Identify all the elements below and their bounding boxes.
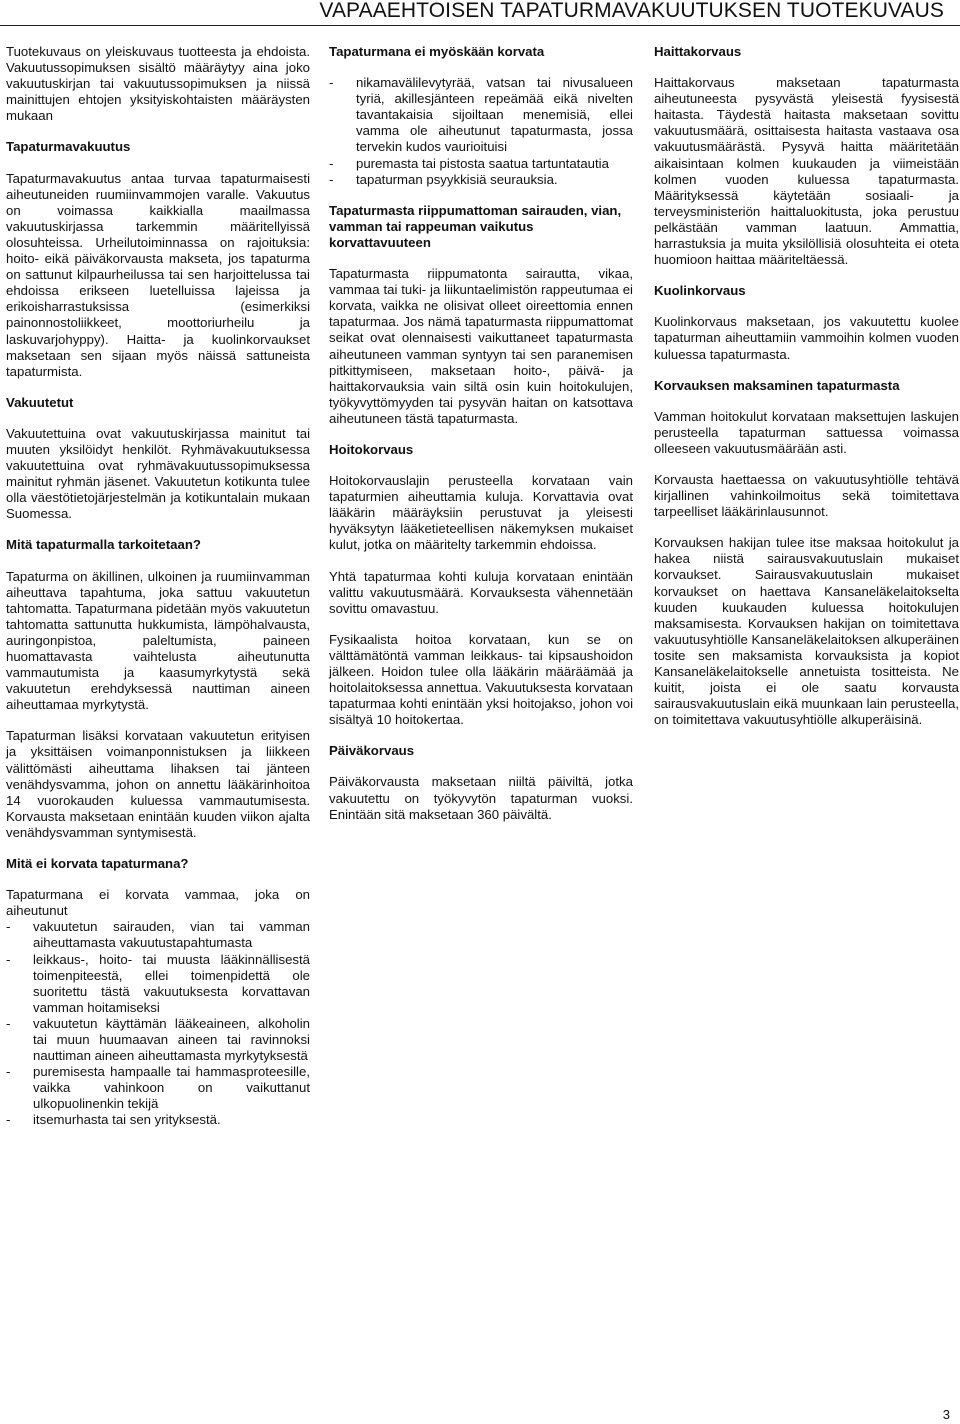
- paragraph-hoitokorvaus-2: Yhtä tapaturmaa kohti kuluja korvataan enintään valittu vakuutusmäärä. Korvauksesta vähennetään sovittu omavastuu.: [329, 568, 633, 616]
- paragraph-hoitokorvaus-1: Hoitokorvauslajin perusteella korvataan vain tapaturmien aiheuttamia kuluja. Korvattavia ovat lääkärin määräyksiin perustuvat ja yleisesti hyväksytyn lääketieteellisen näkemyksen mukaiset kulut, jotka on määritelty tarkemmin ehdoissa.: [329, 473, 633, 553]
- paragraph-maksaminen-3: Korvauksen hakijan tulee itse maksaa hoitokulut ja hakea niistä sairausvakuutuslain mukaiset korvaukset. Sairausvakuutuslain mukaiset korvaukset on haettava Kansaneläkelaitokselta kuuden kuukauden kuluessa hoitokulujen maksamisesta. Korvauksen hakijan on toimitettava vakuutusyhtiölle Kansaneläkelaitoksen alkuperäinen tosite sen maksamista korvauksista ja kopiot Kansaneläkelaitokselle annetuista tositteista. Ne kuitit, joista ei ole saatu korvausta sairausvakuutuslain eikä muunkaan lain perusteella, on toimitettava vakuutusyhtiölle alkuperäisinä.: [654, 535, 959, 728]
- list-item: - nikamavälilevytyrää, vatsan tai nivusalueen tyriä, akillesjänteen repeämää eikä nivelten tavantakaisia sijoiltaan menemisiä, ellei vamma ole aiheutunut tapaturmasta, jossa tervekin kudos vaurioituisi: [329, 75, 633, 155]
- list-item: - vakuutetun sairauden, vian tai vamman aiheuttamasta vakuutustapahtumasta: [6, 919, 310, 951]
- heading-mita-ei-korvata: Mitä ei korvata tapaturmana?: [6, 856, 189, 872]
- list-item: - tapaturman psyykkisiä seurauksia.: [329, 172, 633, 188]
- page-number: 3: [942, 1407, 950, 1422]
- paragraph-maksaminen-2: Korvausta haettaessa on vakuutusyhtiölle tehtävä kirjallinen vahinkoilmoitus sekä toimitettava tarpeelliset lääkärinlausunnot.: [654, 471, 959, 520]
- column-1: [6, 44, 310, 1144]
- list-item: - itsemurhasta tai sen yrityksestä.: [6, 1112, 310, 1128]
- paragraph-paivakorvaus: Päiväkorvausta maksetaan niiltä päiviltä, jotka vakuutettu on työkyvytön tapaturman vuoksi. Enintään sitä maksetaan 360 päivältä.: [329, 774, 633, 822]
- heading-mita-tarkoitetaan: Mitä tapaturmalla tarkoitetaan?: [6, 537, 201, 553]
- heading-hoitokorvaus: Hoitokorvaus: [329, 441, 414, 457]
- title-divider: [0, 25, 960, 26]
- heading-kuolinkorvaus: Kuolinkorvaus: [654, 283, 746, 299]
- paragraph-haittakorvaus: Haittakorvaus maksetaan tapaturmasta aiheutuneesta pysyvästä yleisestä fyysisestä haitasta. Täydestä haitasta maksetaan sovittu vakuutusmäärä, osittaisesta haitasta vastaava osa vakuutusmäärästä. Pysyvä haitta määritetään aikaisintaan kolmen kuukauden ja viimeistään kolmen vuoden kuluessa tapaturmasta. Määrityksessä käytetään sosiaali- ja terveysministeriön haittaluokitusta, joka perustuu pelkästään vamman laatuun. Ammattia, harrastuksia ja muita yksilöllisiä olosuhteita ei oteta huomioon haittaa määriteltäessä.: [654, 75, 959, 268]
- list-item: - vakuutetun käyttämän lääkeaineen, alkoholin tai muun huumaavan aineen tai ravinnoksi nauttiman aineen aiheuttamasta myrkytyksestä: [6, 1016, 310, 1064]
- heading-ei-myoskaan: Tapaturmana ei myöskään korvata: [329, 44, 545, 59]
- intro-paragraph: Tuotekuvaus on yleiskuvaus tuotteesta ja ehdoista. Vakuutussopimuksen sisältö määräytyy aina joko vakuutuskirjan tai vakuutussopimuksen ja niissä mainittujen ehtojen yksityiskohtaisten määräysten mukaan: [6, 44, 310, 124]
- paragraph-kuolinkorvaus: Kuolinkorvaus maksetaan, jos vakuutettu kuolee tapaturman aiheuttamiin vammoihin kolmen vuoden kuluessa tapaturmasta.: [654, 314, 959, 362]
- heading-riippumattoman: Tapaturmasta riippumattoman sairauden, vian, vamman tai rappeuman vaikutus korvattavuuteen: [329, 202, 622, 250]
- paragraph-tarkoitetaan-2: Tapaturman lisäksi korvataan vakuutetun erityisen ja yksittäisen voimanponnistuksen ja liikkeen välittömästi aiheuttama lihaksen tai jänteen venähdysvamma, johon on annettu lääkärinhoitoa 14 vuorokauden kuluessa vammautumisesta. Korvausta maksetaan enintään kuuden viikon ajalta venähdysvamman syntymisestä.: [6, 728, 310, 840]
- heading-paivakorvaus: Päiväkorvaus: [329, 743, 415, 759]
- page-title: VAPAAEHTOISEN TAPATURMAVAKUUTUKSEN TUOTEKUVAUS: [319, 0, 944, 22]
- list-ei-korvata: [6, 919, 310, 1128]
- column-2: [329, 44, 633, 838]
- list-ei-myoskaan: [329, 75, 633, 188]
- heading-vakuutetut: Vakuutetut: [6, 394, 74, 410]
- list-item: - puremasta tai pistosta saatua tartuntatautia: [329, 156, 633, 172]
- list-item: - leikkaus-, hoito- tai muusta lääkinnällisestä toimenpiteestä, ellei toimenpidettä ole suoritettu tästä vakuutuksesta korvattavan vamman hoitamiseksi: [6, 952, 310, 1016]
- paragraph-tapaturmavakuutus: Tapaturmavakuutus antaa turvaa tapaturmaisesti aiheutuneiden ruumiinvammojen varalle. Vakuutus on voimassa kaikkialla maailmassa vakuutuskirjassa tarkemmin määritellyissä olosuhteissa. Urheilutoiminnassa on rajoituksia: hoito- eikä päiväkorvausta makseta, jos tapaturma on sattunut kilpaurheilussa tai sen harjoittelussa tai ehdoissa erikseen luetelluissa lajeissa ja erikoisharrastuksissa (esimerkiksi painonnostoliikkeet, moottoriurheilu ja laskuvarjohyppy). Haitta- ja kuolinkorvaukset maksetaan sen sijaan myös näissä sattuneista tapaturmista.: [6, 170, 310, 379]
- paragraph-hoitokorvaus-3: Fysikaalista hoitoa korvataan, kun se on välttämätöntä vamman leikkaus- tai kipsaushoidon jälkeen. Hoidon tulee olla lääkärin määräämää ja hoitolaitoksessa annettua. Vakuutuksesta korvataan tapaturmaa kohti enintään yksi hoitojakso, johon voi sisältyä 10 hoitokertaa.: [329, 631, 633, 728]
- column-3: [654, 44, 959, 743]
- paragraph-tarkoitetaan-1: Tapaturma on äkillinen, ulkoinen ja ruumiinvamman aiheuttava tapahtuma, joka sattuu vakuutetun tahtomatta. Tapaturmana pidetään myös vakuutetun tahtomatta sattunutta hukkumista, lämpöhalvausta, auringonpistoa, paleltumista, paineen huomattavasta vaihtelusta aiheutunutta vammautumista ja kaasumyrkytystä sekä vakuutetun erehdyksessä nauttiman aineen aiheuttamaa myrkytystä.: [6, 568, 310, 713]
- paragraph-riippumattoman: Tapaturmasta riippumatonta sairautta, vikaa, vammaa tai tuki- ja liikuntaelimistön rappeutumaa ei korvata, vaikka ne olisivat olleet oireettomia ennen tapaturmaa. Jos nämä tapaturmasta riippumattomat seikat ovat olennaisesti vaikuttaneet tapaturmasta aiheutuneen vamman syntyyn tai sen paranemisen pitkittymiseen, maksetaan hoito-, päivä- ja haittakorvauksia vain siltä osin kuin hoitokulujen, työkyvyttömyyden tai pysyvän haitan on katsottava aiheutuneen tästä tapaturmasta.: [329, 266, 633, 426]
- paragraph-vakuutetut: Vakuutettuina ovat vakuutuskirjassa mainitut tai muuten yksilöidyt henkilöt. Ryhmävakuutuksessa vakuutettuina ovat ryhmävakuutussopimuksessa mainitut ryhmän jäsenet. Vakuutetun kotikunta tulee olla väestötietojärjestelmän ja kotikuntalain mukaan Suomessa.: [6, 425, 310, 522]
- heading-haittakorvaus: Haittakorvaus: [654, 44, 742, 59]
- heading-korvauksen-maksaminen: Korvauksen maksaminen tapaturmasta: [654, 377, 900, 393]
- paragraph-maksaminen-1: Vamman hoitokulut korvataan maksettujen laskujen perusteella tapaturman sattuessa voimassa olleeseen vakuutusmäärään asti.: [654, 408, 959, 456]
- heading-tapaturmavakuutus: Tapaturmavakuutus: [6, 139, 131, 155]
- paragraph-ei-korvata: Tapaturmana ei korvata vammaa, joka on aiheutunut: [6, 887, 310, 919]
- list-item: - puremisesta hampaalle tai hammasproteesille, vaikka vahinkoon on vaikuttanut ulkopuolinenkin tekijä: [6, 1064, 310, 1112]
